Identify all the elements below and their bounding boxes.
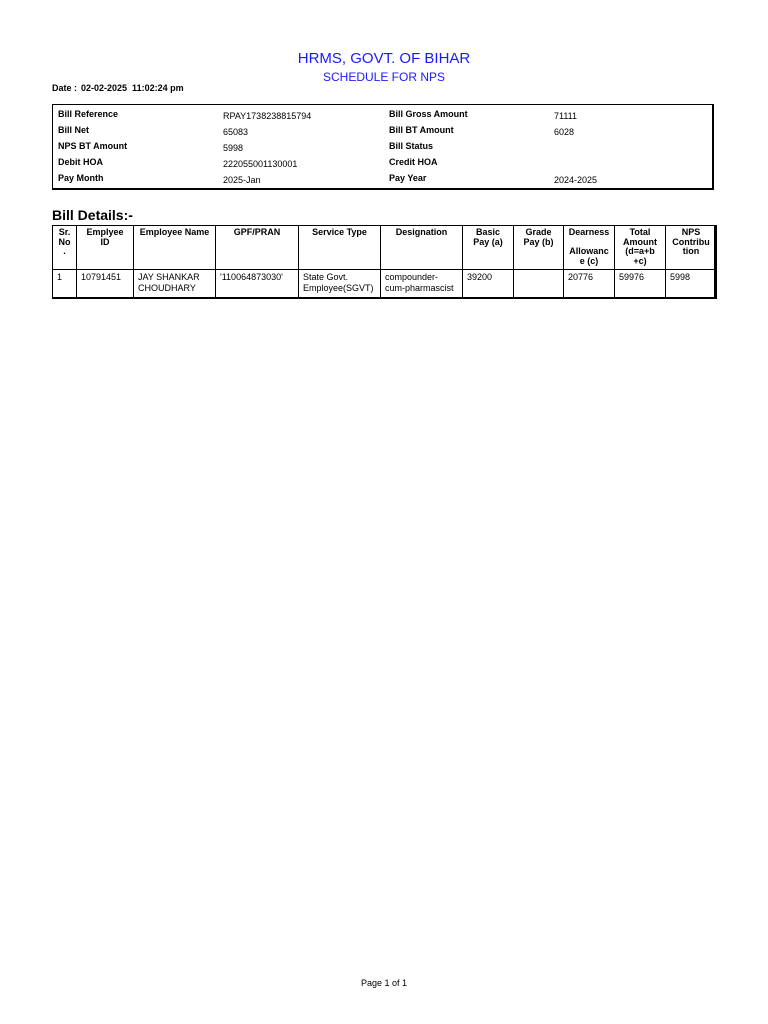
- date-line: [52, 83, 184, 93]
- cell-service-type: State Govt. Employee(SGVT): [299, 270, 381, 299]
- cell-designation: compounder- cum-pharmascist: [381, 270, 463, 299]
- cell-total-amount: 59976: [615, 270, 666, 299]
- column-header-sr-no: Sr. No .: [53, 226, 77, 270]
- table-header-row: [53, 226, 717, 270]
- summary-row-debit-hoa: [53, 157, 712, 173]
- summary-label: Pay Year: [389, 173, 427, 183]
- column-header-designation: Designation: [381, 226, 463, 270]
- summary-value: 5998: [223, 143, 244, 153]
- cell-nps-contribution: 5998: [666, 270, 717, 299]
- column-header-gpf-pran: GPF/PRAN: [216, 226, 299, 270]
- summary-label: Bill Status: [389, 141, 434, 151]
- summary-value: 71111: [554, 111, 578, 121]
- column-header-employee-name: Employee Name: [134, 226, 216, 270]
- cell-basic-pay: 39200: [463, 270, 514, 299]
- summary-label: Bill Net: [58, 125, 90, 135]
- summary-row-nps-bt-amount: [53, 141, 712, 157]
- cell-grade-pay: [514, 270, 564, 299]
- summary-row-bill-net: [53, 125, 712, 141]
- column-header-total-amount: Total Amount (d=a+b +c): [615, 226, 666, 270]
- table-row: [53, 270, 717, 299]
- document-subtitle: SCHEDULE FOR NPS: [322, 70, 446, 84]
- date-value: 02-02-2025 11:02:24 pm: [81, 83, 184, 93]
- summary-row-bill-reference: [53, 109, 712, 125]
- bill-details-heading: Bill Details:-: [52, 207, 133, 223]
- summary-label: Bill BT Amount: [389, 125, 454, 135]
- cell-gpf-pran: '110064873030': [216, 270, 299, 299]
- column-header-basic-pay: Basic Pay (a): [463, 226, 514, 270]
- date-label: Date :: [52, 83, 78, 93]
- column-header-employee-id: Emplyee ID: [77, 226, 134, 270]
- summary-value: 222055001130001: [223, 159, 298, 169]
- summary-row-pay-month: [53, 173, 712, 189]
- summary-label: Debit HOA: [58, 157, 103, 167]
- cell-employee-id: 10791451: [77, 270, 134, 299]
- column-header-service-type: Service Type: [299, 226, 381, 270]
- document-title: HRMS, GOVT. OF BIHAR: [297, 50, 471, 67]
- cell-sr-no: 1: [53, 270, 77, 299]
- page-number: Page 1 of 1: [360, 978, 408, 988]
- cell-dearness-allowance: 20776: [564, 270, 615, 299]
- summary-value: 6028: [554, 127, 575, 137]
- bill-summary-box: [52, 104, 714, 190]
- summary-label: Credit HOA: [389, 157, 438, 167]
- summary-label: NPS BT Amount: [58, 141, 128, 151]
- bill-details-table: [52, 225, 717, 299]
- summary-label: Bill Gross Amount: [389, 109, 468, 119]
- column-header-nps-contribution: NPS Contribu tion: [666, 226, 717, 270]
- column-header-dearness-allowance: Dearness Allowanc e (c): [564, 226, 615, 270]
- summary-value: 2024-2025: [554, 175, 598, 185]
- column-header-grade-pay: Grade Pay (b): [514, 226, 564, 270]
- cell-employee-name: JAY SHANKAR CHOUDHARY: [134, 270, 216, 299]
- summary-value: 2025-Jan: [223, 175, 261, 185]
- summary-value: 65083: [223, 127, 249, 137]
- summary-label: Bill Reference: [58, 109, 119, 119]
- summary-value: RPAY1738238815794: [223, 111, 312, 121]
- summary-label: Pay Month: [58, 173, 104, 183]
